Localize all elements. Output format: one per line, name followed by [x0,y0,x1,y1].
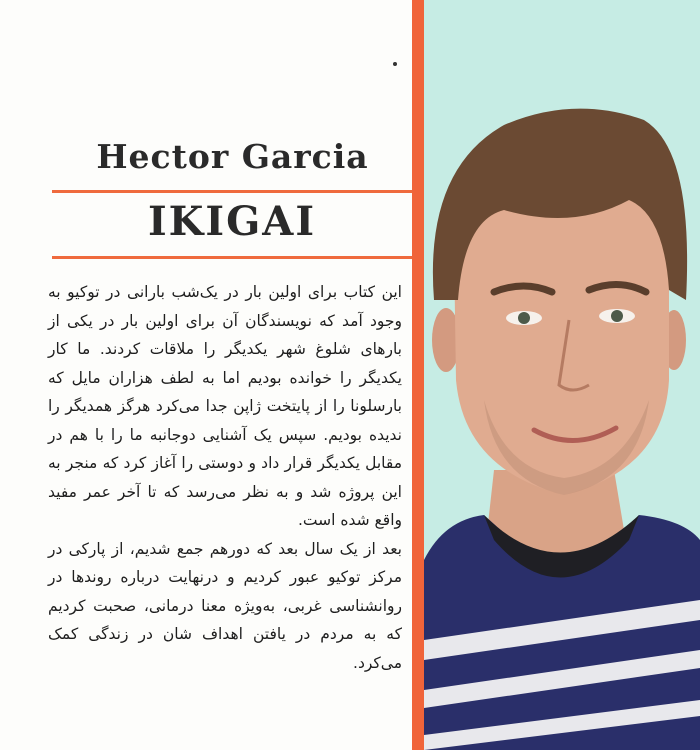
author-portrait-image [424,0,700,750]
blurb-paragraph-1: این کتاب برای اولین بار در یک‌شب بارانی در توکیو به وجود آمد که نویسندگان آن برای اولین بار در یکی از بارهای شلوغ شهر یکدیگر را ملاقات کردند. ما کار یکدیگر را خوانده بودیم اما به لطف هزاران مایل که بارسلونا را از پایتخت ژاپن جدا می‌کرد هرگز همدیگر را ندیده بودیم. سپس یک آشنایی دوجانبه ما را با هم در مقابل یکدیگر قرار داد و دوستی را آغاز کرد که منجر به این پروژه شد و به نظر می‌رسد که تا آخر عمر مفید واقع شده است. [48,283,402,529]
speck [393,62,397,66]
blurb-paragraph-2: بعد از یک سال بعد که دورهم جمع شدیم، از پارکی در مرکز توکیو عبور کردیم و درنهایت درباره روندها در روانشناسی غربی، به‌ویژه معنا درمانی، صحبت کردیم که به مردم در یافتن اهداف شان در زندگی کمک می‌کرد. [48,539,402,672]
divider-top [52,190,412,193]
book-title: IKIGAI [147,198,317,245]
blurb [48,278,402,677]
divider-bottom [52,256,412,259]
orange-stripe [412,0,424,750]
author-photo [424,0,700,750]
author-name: Hector Garcia [96,137,369,176]
